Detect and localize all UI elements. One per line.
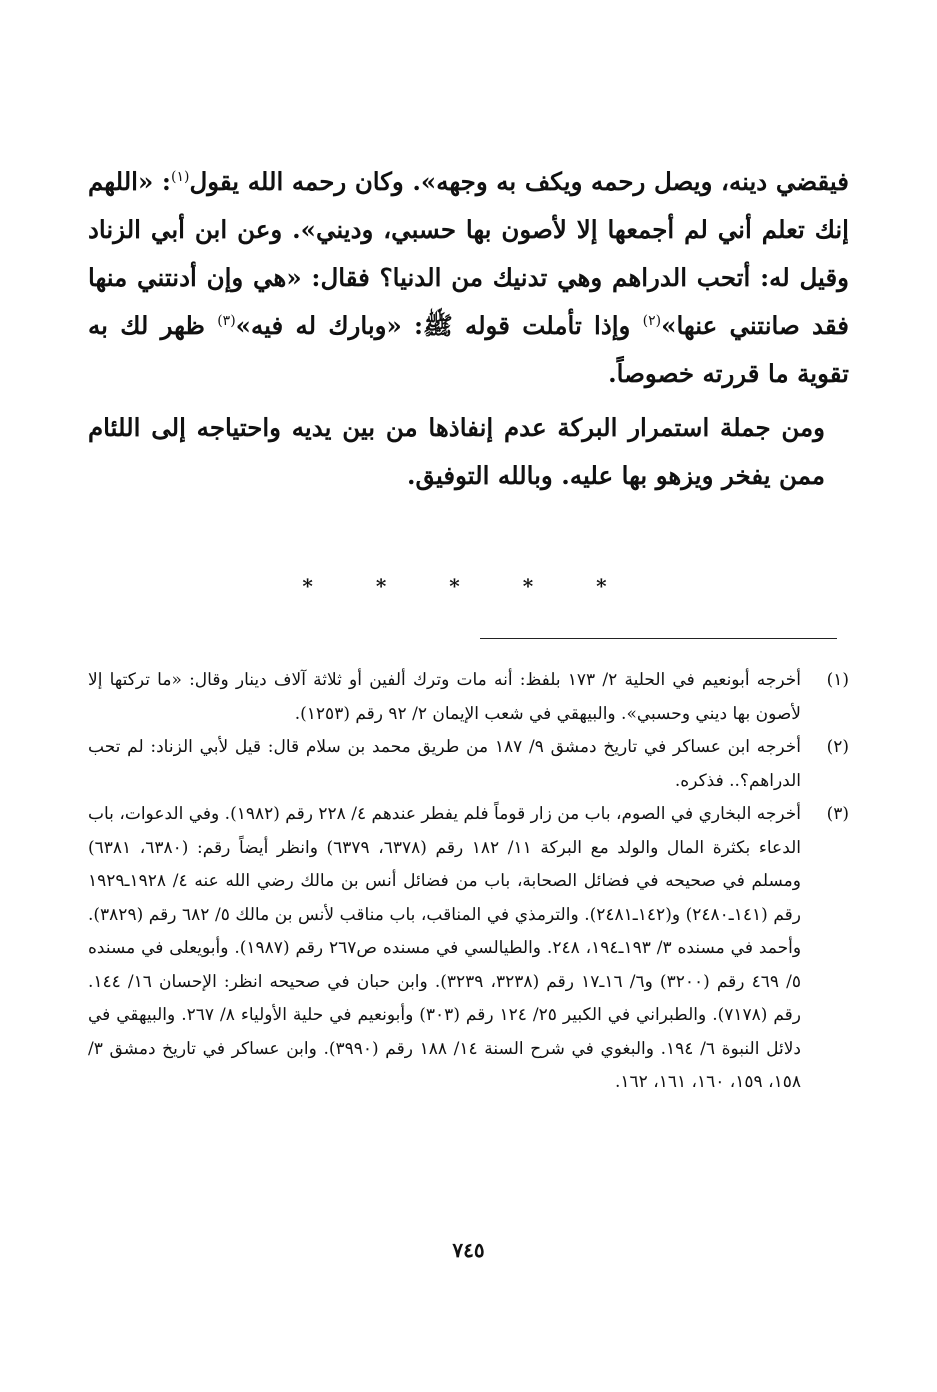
footnote-divider	[480, 638, 837, 639]
footnote-ref-2[interactable]: (٢)	[642, 312, 662, 329]
footnote-number: (٢)	[826, 737, 849, 757]
paragraph-2: ومن جملة استمرار البركة عدم إنفاذها من بين يديه واحتياجه إلى اللئام ممن يفخر ويزهو بها عليه. وبالله التوفيق.	[88, 413, 825, 490]
page-number: ٧٤٥	[452, 1238, 485, 1262]
footnote-ref-3[interactable]: (٣)	[217, 312, 236, 329]
paragraph-1-part-c: وإذا تأملت قوله ﷺ: «وبارك له فيه»	[235, 311, 643, 340]
paragraph-1	[88, 158, 849, 398]
main-body-text	[88, 158, 849, 500]
paragraph-1-part-a: فيقضي دينه، ويصل رحمه ويكف به وجهه». وكان رحمه الله يقول	[189, 167, 849, 196]
section-separator-stars: * * * * *	[302, 574, 635, 598]
footnote-item	[88, 731, 849, 798]
footnote-text: أخرجه أبونعيم في الحلية ٢/ ١٧٣ بلفظ: أنه مات وترك ألفين أو ثلاثة آلاف دينار وقال: «ما تركتها إلا لأصون بها ديني وحسبي». والبيهقي في شعب الإيمان ٢/ ٩٢ رقم (١٢٥٣).	[88, 670, 801, 724]
footnote-text: أخرجه البخاري في الصوم، باب من زار قوماً فلم يفطر عندهم ٤/ ٢٢٨ رقم (١٩٨٢). وفي الدعوات، باب الدعاء بكثرة المال والولد مع البركة ١١/ ١٨٢ رقم (٦٣٧٨، ٦٣٧٩) وانظر أيضاً رقم: (٦٣٨٠، ٦٣٨١) ومسلم في صحيحه في فضائل الصحابة، باب من فضائل أنس بن مالك رضي الله عنه ٤/ ١٩٢٨ـ١٩٢٩ رقم (١٤١ـ٢٤٨٠) و(١٤٢ـ٢٤٨١). والترمذي في المناقب، باب مناقب لأنس بن مالك ٥/ ٦٨٢ رقم (٣٨٢٩). وأحمد في مسنده ٣/ ١٩٣ـ١٩٤، ٢٤٨. والطيالسي في مسنده ص٢٦٧ رقم (١٩٨٧). وأبويعلى في مسنده ٥/ ٤٦٩ رقم (٣٢٠٠) و٦/ ١٦ـ١٧ رقم (٣٢٣٨، ٣٢٣٩). وابن حبان في صحيحه انظر: الإحسان ١٦/ ١٤٤. رقم (٧١٧٨). والطبراني في الكبير ٢٥/ ١٢٤ رقم (٣٠٣) وأبونعيم في حلية الأولياء ٨/ ٢٦٧. والبيهقي في دلائل النبوة ٦/ ١٩٤. والبغوي في شرح السنة ١٤/ ١٨٨ رقم (٣٩٩٠). وابن عساكر في تاريخ دمشق ٣/ ١٥٨، ١٥٩، ١٦٠، ١٦١، ١٦٢.	[88, 804, 802, 1092]
footnote-number: (٣)	[826, 804, 849, 824]
footnote-item	[88, 664, 849, 731]
footnotes-section	[88, 664, 849, 1100]
footnote-text: أخرجه ابن عساكر في تاريخ دمشق ٩/ ١٨٧ من طريق محمد بن سلام قال: قيل لأبي الزناد: لم تحب الدراهم؟.. فذكره.	[88, 737, 801, 791]
footnote-ref-1[interactable]: (١)	[170, 168, 190, 185]
footnote-item	[88, 798, 849, 1100]
footnote-number: (١)	[826, 670, 849, 690]
paragraph-1-part-b: : «اللهم إنك تعلم أني لم أجمعها إلا لأصون بها حسبي، وديني». وعن ابن أبي الزناد وقيل له: أتحب الدراهم وهي تدنيك من الدنيا؟ فقال: «هي وإن أدنتني منها فقد صانتني عنها»	[88, 167, 850, 340]
paragraph-1-part-d: ظهر لك به تقوية ما قررته خصوصاً.	[88, 311, 849, 388]
